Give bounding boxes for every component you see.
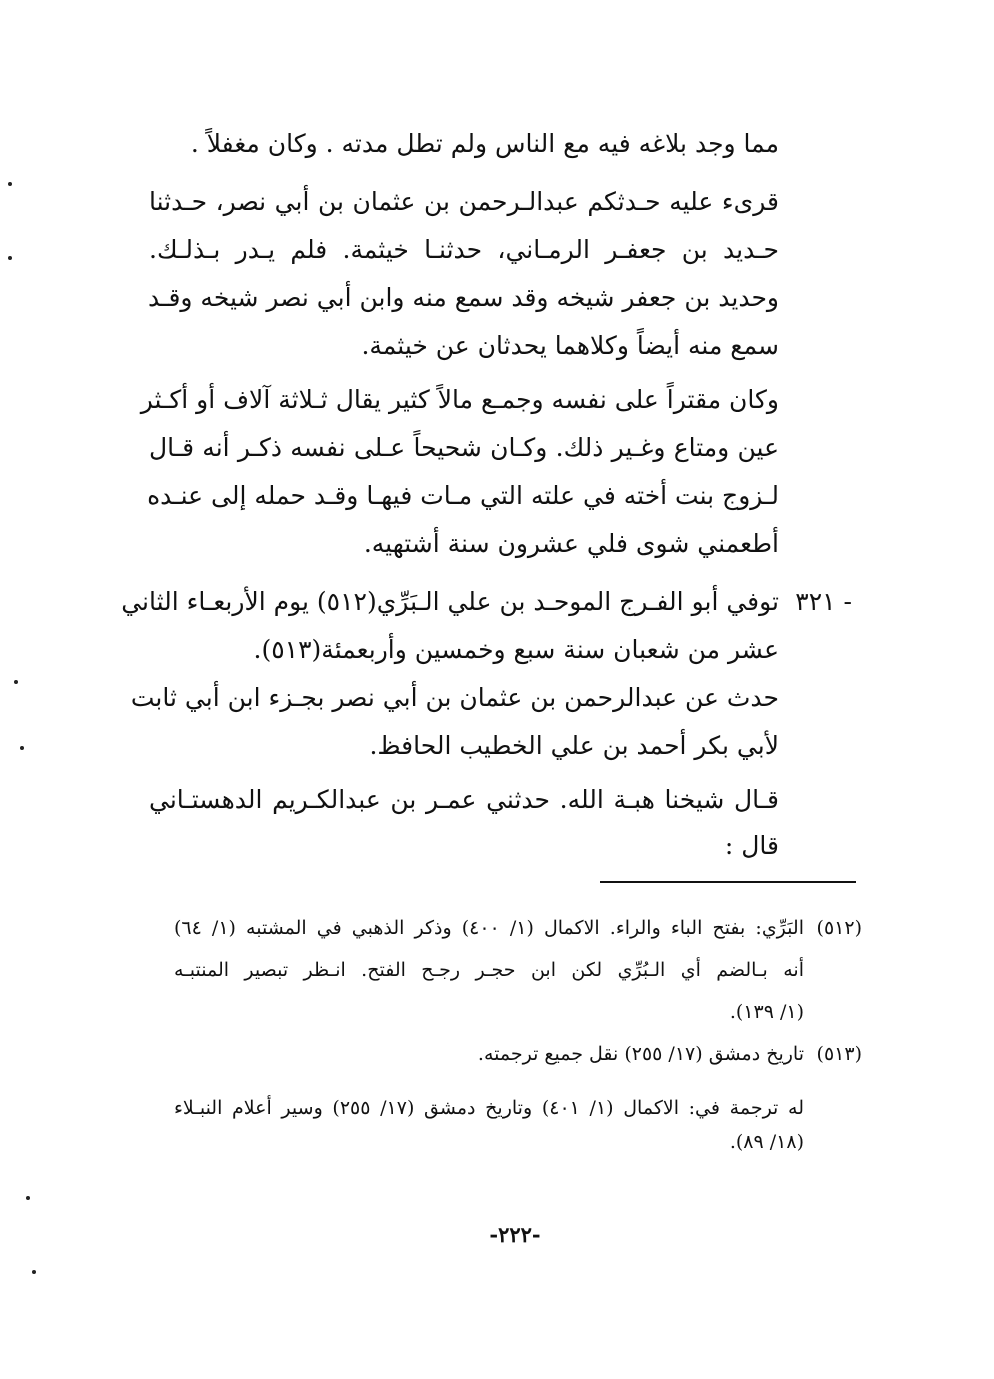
scan-speck bbox=[26, 1196, 30, 1200]
body-line: حـديد بن جعفـر الرمـاني، حدثنـا خيثمة. فلم يـدر بـذلـك. bbox=[149, 235, 779, 264]
body-line: أطعمني شوى فلي عشرون سنة أشتهيه. bbox=[363, 529, 779, 558]
footnote-line: (١/ ١٣٩). bbox=[729, 1001, 804, 1023]
body-line: لـزوج بنت أخته في علته التي مـات فيهـا وقـد حمله إلى عنـده bbox=[147, 481, 779, 510]
entry-number: ٣٢١ - bbox=[795, 587, 852, 616]
body-line: سمع منه أيضاً وكلاهما يحدثان عن خيثمة. bbox=[361, 331, 779, 360]
footnote-marker: (٥١٢) bbox=[816, 917, 862, 939]
footnote-line: تاريخ دمشق (١٧/ ٢٥٥) نقل جميع ترجمته. bbox=[477, 1043, 804, 1065]
page-number: -٢٢٢- bbox=[489, 1222, 541, 1247]
body-line: عشر من شعبان سنة سبع وخمسين وأربعمئة(٥١٣). bbox=[253, 635, 779, 664]
body-line: عين ومتاع وغـير ذلك. وكـان شحيحاً عـلى نفسه ذكـر أنه قـال bbox=[149, 433, 779, 462]
footnote-marker: (٥١٣) bbox=[816, 1043, 862, 1065]
scan-speck bbox=[14, 680, 18, 684]
scan-speck bbox=[8, 182, 12, 186]
scan-speck bbox=[8, 256, 12, 260]
footnote-line: (١٨/ ٨٩). bbox=[729, 1131, 804, 1153]
body-line: وحديد بن جعفر شيخه وقد سمع منه وابن أبي نصر شيخه وقـد bbox=[148, 283, 779, 312]
body-line: توفي أبو الفـرج الموحـد بن علي الـبَرِّي(٥١٢) يوم الأربعـاء الثاني bbox=[121, 587, 779, 616]
body-line: مما وجد بلاغه فيه مع الناس ولم تطل مدته . وكان مغفلاً . bbox=[190, 129, 779, 158]
footnote-line: البَرِّي: بفتح الباء والراء. الاكمال (١/ ٤٠٠) وذكر الذهبي في المشتبه (١/ ٦٤) bbox=[174, 917, 804, 939]
body-line: حدث عن عبدالرحمن بن عثمان بن أبي نصر بجـزء ابن أبي ثابت bbox=[130, 683, 779, 712]
body-line: قـال شيخنا هبـة الله. حدثني عمـر بن عبدالكـريم الدهستـاني bbox=[149, 785, 779, 814]
body-line: قال : bbox=[724, 831, 779, 860]
footnote-line: له ترجمة في: الاكمال (١/ ٤٠١) وتاريخ دمشق (١٧/ ٢٥٥) وسير أعلام النبـلاء bbox=[174, 1097, 804, 1119]
scan-speck bbox=[20, 746, 24, 750]
footnote-line: أنه بـالضم أي الـبُرِّي لكن ابن حجـر رجـح الفتح. انـظر تبصير المنتبـه bbox=[174, 959, 804, 981]
body-line: وكان مقتراً على نفسه وجمـع مالاً كثير يقال ثـلاثة آلاف أو أكـثر bbox=[140, 385, 779, 414]
footnote-separator bbox=[600, 881, 856, 883]
body-line: قرىء عليه حـدثكم عبدالـرحمن بن عثمان بن أبي نصر، حـدثنا bbox=[149, 187, 779, 216]
scan-speck bbox=[32, 1270, 36, 1274]
body-line: لأبي بكر أحمد بن علي الخطيب الحافظ. bbox=[369, 731, 779, 760]
